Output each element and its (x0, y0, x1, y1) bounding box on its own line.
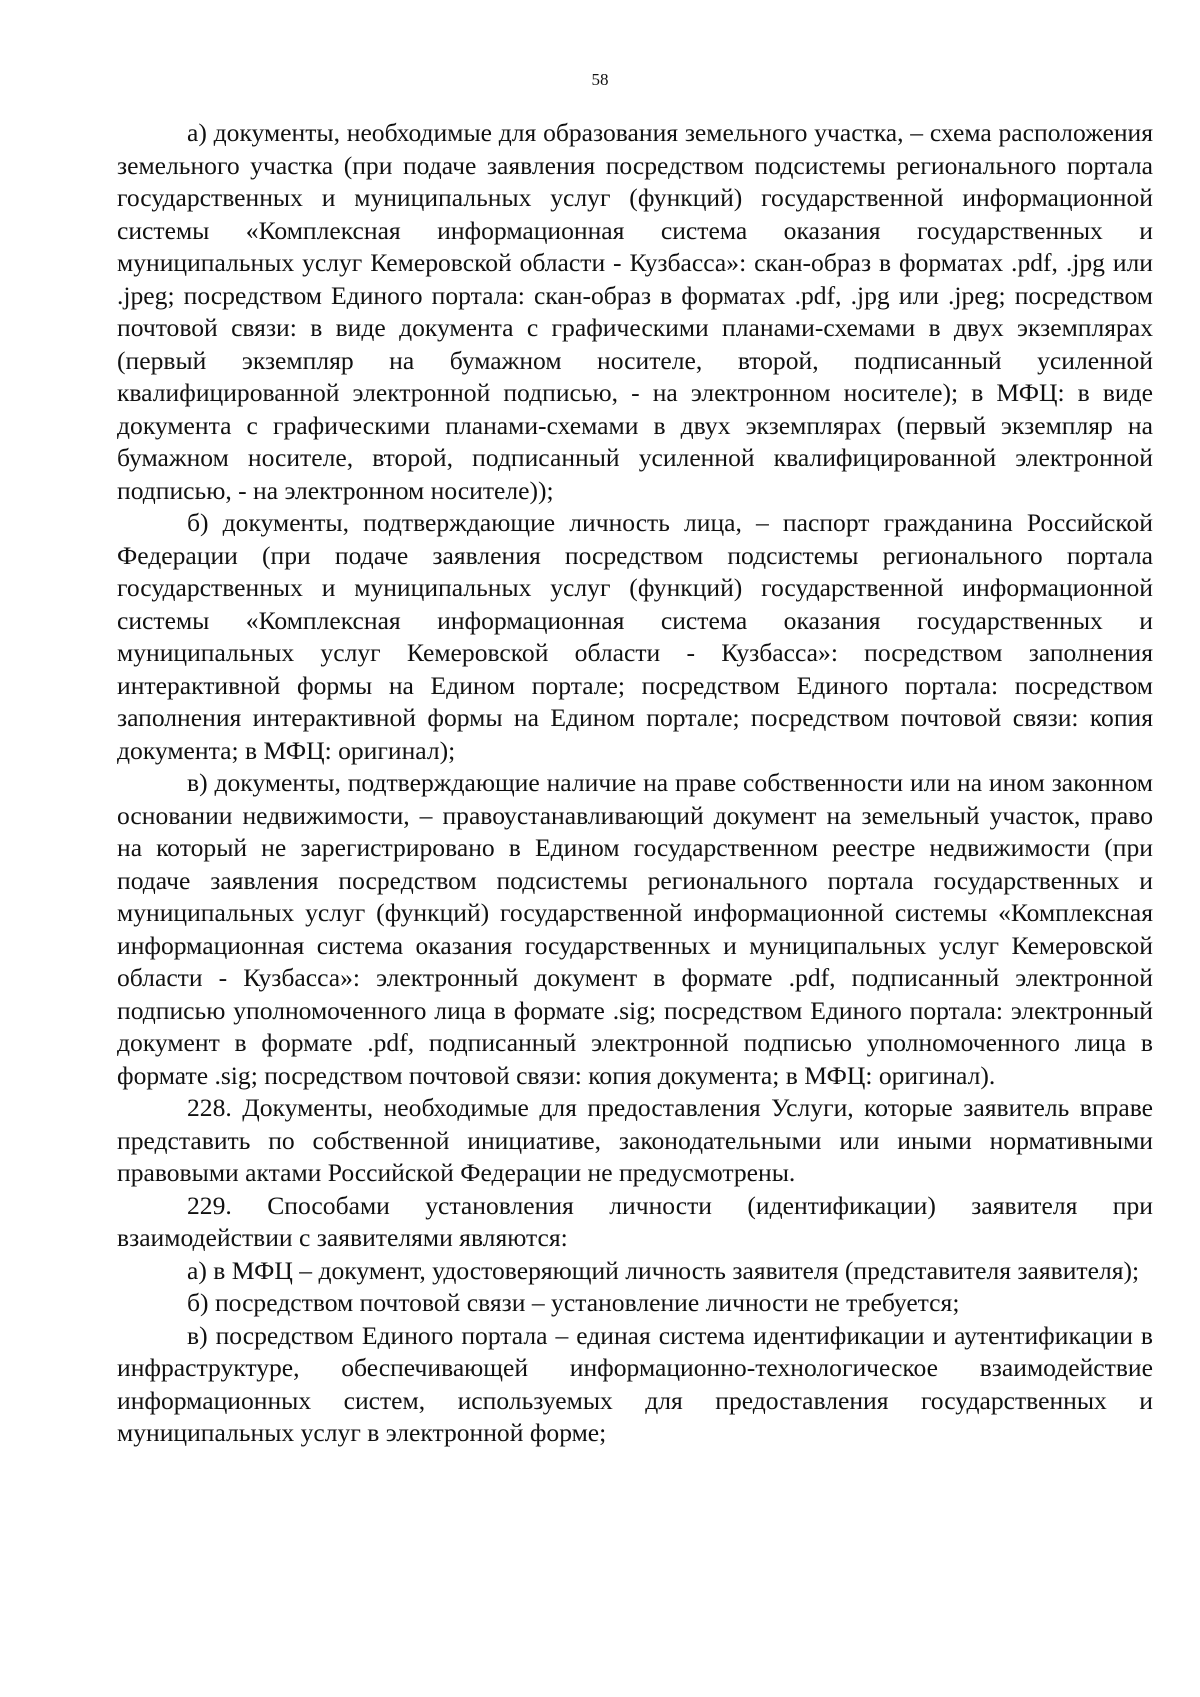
document-body (117, 117, 1153, 1450)
paragraph-229: 229. Способами установления личности (идентификации) заявителя при взаимодействии с заявителями являются: (117, 1190, 1153, 1252)
paragraph-229-b-post: б) посредством почтовой связи – установление личности не требуется; (187, 1288, 960, 1317)
paragraph-229-v-portal: в) посредством Единого портала – единая система идентификации и аутентификации в инфраструктуре, обеспечивающей информационно-технологическое взаимодействие информационных систем, используемых для предоставления государственных и муниципальных услуг в электронной форме; (117, 1320, 1153, 1447)
paragraph-v-ownership-documents: в) документы, подтверждающие наличие на праве собственности или на ином законном основании недвижимости, – правоустанавливающий документ на земельный участок, право на который не зарегистрировано в Едином государственном реестре недвижимости (при подаче заявления посредством подсистемы регионального портала государственных и муниципальных услуг (функций) государственной информационной системы «Комплексная информационная система оказания государственных и муниципальных услуг Кемеровской области - Кузбасса»: электронный документ в формате .pdf, подписанный электронной подписью уполномоченного лица в формате .sig; посредством Единого портала: электронный документ в формате .pdf, подписанный электронной подписью уполномоченного лица в формате .sig; посредством почтовой связи: копия документа; в МФЦ: оригинал). (117, 768, 1153, 1090)
paragraph-a-land-plot-documents: а) документы, необходимые для образования земельного участка, – схема расположения земельного участка (при подаче заявления посредством подсистемы регионального портала государственных и муниципальных услуг (функций) государственной информационной системы «Комплексная информационная система оказания государственных и муниципальных услуг Кемеровской области - Кузбасса»: скан-образ в форматах .pdf, .jpg или .jpeg; посредством Единого портала: скан-образ в форматах .pdf, .jpg или .jpeg; посредством почтовой связи: в виде документа с графическими планами-схемами в двух экземплярах (первый экземпляр на бумажном носителе, второй, подписанный усиленной квалифицированной электронной подписью, - на электронном носителе); в МФЦ: в виде документа с графическими планами-схемами в двух экземплярах (первый экземпляр на бумажном носителе, второй, подписанный усиленной квалифицированной электронной подписью, - на электронном носителе)); (117, 118, 1153, 505)
paragraph-228: 228. Документы, необходимые для предоставления Услуги, которые заявитель вправе представить по собственной инициативе, законодательными или иными нормативными правовыми актами Российской Федерации не предусмотрены. (117, 1093, 1153, 1187)
paragraph-b-identity-documents: б) документы, подтверждающие личность лица, – паспорт гражданина Российской Федерации (при подаче заявления посредством подсистемы регионального портала государственных и муниципальных услуг (функций) государственной информационной системы «Комплексная информационная система оказания государственных и муниципальных услуг Кемеровской области - Кузбасса»: посредством заполнения интерактивной формы на Едином портале; посредством Единого портала: посредством заполнения интерактивной формы на Едином портале; посредством почтовой связи: копия документа; в МФЦ: оригинал); (117, 508, 1153, 765)
page-number: 58 (591, 70, 609, 89)
paragraph-229-a-mfc: а) в МФЦ – документ, удостоверяющий личность заявителя (представителя заявителя); (187, 1255, 1140, 1285)
